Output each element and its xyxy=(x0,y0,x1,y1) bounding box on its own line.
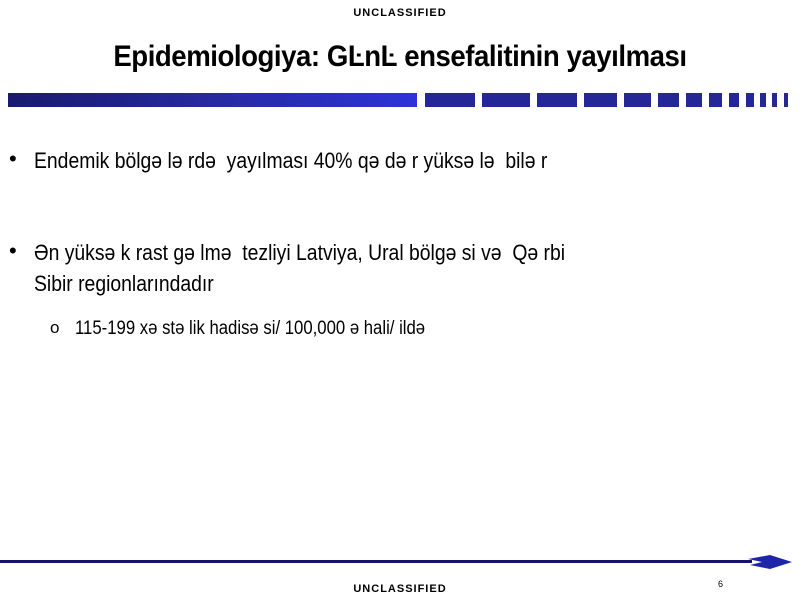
bullet-marker: • xyxy=(9,238,17,263)
title-decor-block xyxy=(658,93,679,107)
title-underline-bar xyxy=(8,93,417,107)
classification-footer: UNCLASSIFIED xyxy=(353,583,447,595)
title-decor-block xyxy=(584,93,617,107)
page-number: 6 xyxy=(718,579,724,589)
title-decor-block xyxy=(537,93,577,107)
title-decor-block xyxy=(425,93,475,107)
sub-bullet-marker: o xyxy=(50,318,60,337)
bullet-text: Ən yüksə k rast gə lmə tezliyi Latviya, Ural bölgə si və Qə rbi xyxy=(34,240,566,265)
bullet-text: Endemik bölgə lə rdə yayılması 40% qə də r yüksə lə bilə r xyxy=(34,148,548,173)
slide-title: Epidemiologiya: GĿnĿ ensefalitinin yayılması xyxy=(113,40,687,73)
title-decor-block xyxy=(772,93,777,107)
title-decor-block xyxy=(746,93,754,107)
footer-arrow-icon xyxy=(748,553,792,571)
title-decor-block xyxy=(784,93,788,107)
footer-divider-line xyxy=(0,560,752,563)
title-decor-block xyxy=(709,93,722,107)
bullet-text-continuation: Sibir regionlarındadır xyxy=(34,271,214,296)
sub-bullet-text: 115-199 xə stə lik hadisə si/ 100,000 ə hali/ ildə xyxy=(75,318,430,339)
title-decor-block xyxy=(686,93,702,107)
title-decor-block xyxy=(729,93,739,107)
title-decor-block xyxy=(760,93,766,107)
bullet-marker: • xyxy=(9,146,17,171)
classification-header: UNCLASSIFIED xyxy=(353,7,447,19)
title-decor-block xyxy=(624,93,651,107)
title-decor-block xyxy=(482,93,530,107)
